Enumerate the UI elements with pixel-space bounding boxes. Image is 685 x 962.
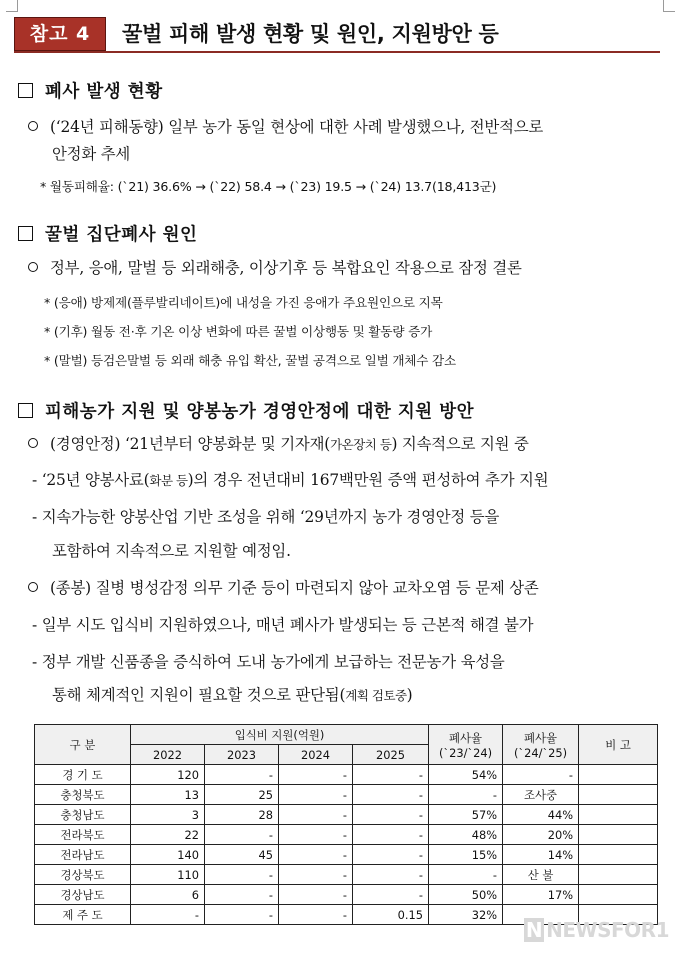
support-2024-cell: - [279,765,353,785]
support-2023-cell: - [205,885,279,905]
mortality-2425-cell: 20% [503,825,579,845]
remark-cell [579,825,658,845]
header-year: 2022 [131,745,205,765]
dash-restocking-support: - 일부 시도 입식비 지원하였으나, 매년 폐사가 발생되는 등 근본적 해결 불가 [32,616,534,634]
support-2022-cell: 13 [131,785,205,805]
remark-cell [579,885,658,905]
support-2023-cell: 28 [205,805,279,825]
note-mites: * (응애) 방제제(플루발리네이트)에 내성을 가진 응애가 주요원인으로 지목 [44,295,443,310]
support-2022-cell: 120 [131,765,205,785]
mortality-2324-cell: 50% [429,885,503,905]
mortality-2425-cell: 14% [503,845,579,865]
header-category: 구 분 [35,725,131,765]
note-hornets: * (말벌) 등검은말벌 등 외래 해충 유입 확산, 꿀벌 공격으로 일벌 개체수 감소 [44,353,456,368]
table-row [35,805,658,825]
document-title: 꿀벌 피해 발생 현황 및 원인, 지원방안 등 [122,22,499,46]
note-wintering-damage-rate: * 월동피해율: (`21) 36.6% → (`22) 58.4 → (`23) 19.5 → (`24) 13.7(18,413군) [40,179,497,194]
dash-sustainable-support-cont: 포함하여 지속적으로 지원할 예정임. [52,542,291,560]
table-row [35,785,658,805]
mortality-2425-cell: 조사중 [503,785,579,805]
header-mortality-2425: 폐사율 (`24/`25) [503,725,579,765]
support-2022-cell: 110 [131,865,205,885]
mortality-2425-cell: 44% [503,805,579,825]
page-corner-mark-right [663,0,675,12]
support-2023-cell: - [205,825,279,845]
support-2024-cell: - [279,865,353,885]
support-2025-cell: - [353,825,429,845]
mortality-2425-cell: 17% [503,885,579,905]
support-2025-cell: 0.15 [353,905,429,925]
section-heading-collapse-causes: 꿀벌 집단폐사 원인 [18,221,197,246]
support-2023-cell: - [205,865,279,885]
document-header [14,17,660,53]
table-row [35,845,658,865]
mortality-2324-cell: 32% [429,905,503,925]
table-row [35,865,658,885]
header-year: 2023 [205,745,279,765]
remark-cell [579,865,658,885]
support-2022-cell: - [131,905,205,925]
checkbox-square-icon [18,403,33,418]
support-2023-cell: 45 [205,845,279,865]
page-corner-mark-left [6,0,18,12]
support-2022-cell: 22 [131,825,205,845]
mortality-2425-cell: 산 불 [503,865,579,885]
bullet-management-stability: (경영안정) ‘21년부터 양봉화분 및 기자재(가온장치 등) 지속적으로 지원 중 [28,432,529,454]
mortality-2324-cell: 48% [429,825,503,845]
region-cell: 경상남도 [35,885,131,905]
mortality-2425-cell: - [503,765,579,785]
header-year: 2025 [353,745,429,765]
support-2024-cell: - [279,825,353,845]
support-2022-cell: 6 [131,885,205,905]
reference-badge: 참고 4 [14,17,106,51]
region-cell: 전라북도 [35,825,131,845]
newsfor1-watermark: N NEWSFOR1 [525,918,669,942]
mortality-2324-cell: 54% [429,765,503,785]
table-row [35,765,658,785]
support-2023-cell: - [205,765,279,785]
dash-new-breed-support: - 정부 개발 신품종을 증식하여 도내 농가에게 보급하는 전문농가 육성을 [32,653,505,671]
note-climate: * (기후) 월동 전·후 기온 이상 변화에 따른 꿀벌 이상행동 및 활동량 증가 [44,324,433,339]
support-2022-cell: 3 [131,805,205,825]
circle-bullet-icon [28,121,38,131]
header-mortality-2324: 폐사율 (`23/`24) [429,725,503,765]
remark-cell [579,765,658,785]
header-year: 2024 [279,745,353,765]
circle-bullet-icon [28,262,38,272]
header-restocking-support: 입식비 지원(억원) [131,725,429,745]
support-2025-cell: - [353,845,429,865]
region-cell: 충청남도 [35,805,131,825]
support-2022-cell: 140 [131,845,205,865]
restocking-support-table [34,724,658,925]
support-2024-cell: - [279,905,353,925]
checkbox-square-icon [18,226,33,241]
circle-bullet-icon [28,438,38,448]
bullet-2024-damage-trend: (‘24년 피해동향) 일부 농가 동일 현상에 대한 사례 발생했으나, 전반적으로 [28,115,543,137]
remark-cell [579,845,658,865]
mortality-2324-cell: 15% [429,845,503,865]
mortality-2324-cell: - [429,865,503,885]
support-2025-cell: - [353,805,429,825]
support-2024-cell: - [279,885,353,905]
support-2023-cell: - [205,905,279,925]
mortality-2324-cell: 57% [429,805,503,825]
circle-bullet-icon [28,582,38,592]
bullet-breeding-bees: (종봉) 질병 병성감정 의무 기준 등이 마련되지 않아 교차오염 등 문제 상존 [28,576,539,598]
checkbox-square-icon [18,83,33,98]
support-2025-cell: - [353,885,429,905]
mortality-2324-cell: - [429,785,503,805]
dash-sustainable-support: - 지속가능한 양봉산업 기반 조성을 위해 ‘29년까지 농가 경영안정 등을 [32,508,500,526]
region-cell: 경상북도 [35,865,131,885]
table-row [35,825,658,845]
region-cell: 경 기 도 [35,765,131,785]
header-remark: 비 고 [579,725,658,765]
bullet-2024-damage-trend-cont: 안정화 추세 [52,145,131,163]
support-2025-cell: - [353,865,429,885]
table-row [35,885,658,905]
watermark-logo-mark: N [525,918,543,942]
support-2024-cell: - [279,845,353,865]
region-cell: 충청북도 [35,785,131,805]
region-cell: 제 주 도 [35,905,131,925]
dash-new-breed-support-cont: 통해 체계적인 지원이 필요할 것으로 판단됨(계획 검토중) [52,686,413,704]
remark-cell [579,805,658,825]
support-2024-cell: - [279,805,353,825]
bullet-complex-factors: 정부, 응애, 말벌 등 외래해충, 이상기후 등 복합요인 작용으로 잠정 결론 [28,256,522,278]
section-heading-mortality-status: 폐사 발생 현황 [18,78,163,103]
support-2025-cell: - [353,785,429,805]
support-2023-cell: 25 [205,785,279,805]
dash-2025-feed-support: - ‘25년 양봉사료(화분 등)의 경우 전년대비 167백만원 증액 편성하여 추가 지원 [32,471,549,489]
remark-cell [579,785,658,805]
section-heading-support-plans: 피해농가 지원 및 양봉농가 경영안정에 대한 지원 방안 [18,398,474,423]
support-2025-cell: - [353,765,429,785]
region-cell: 전라남도 [35,845,131,865]
support-2024-cell: - [279,785,353,805]
table-body [35,765,658,925]
